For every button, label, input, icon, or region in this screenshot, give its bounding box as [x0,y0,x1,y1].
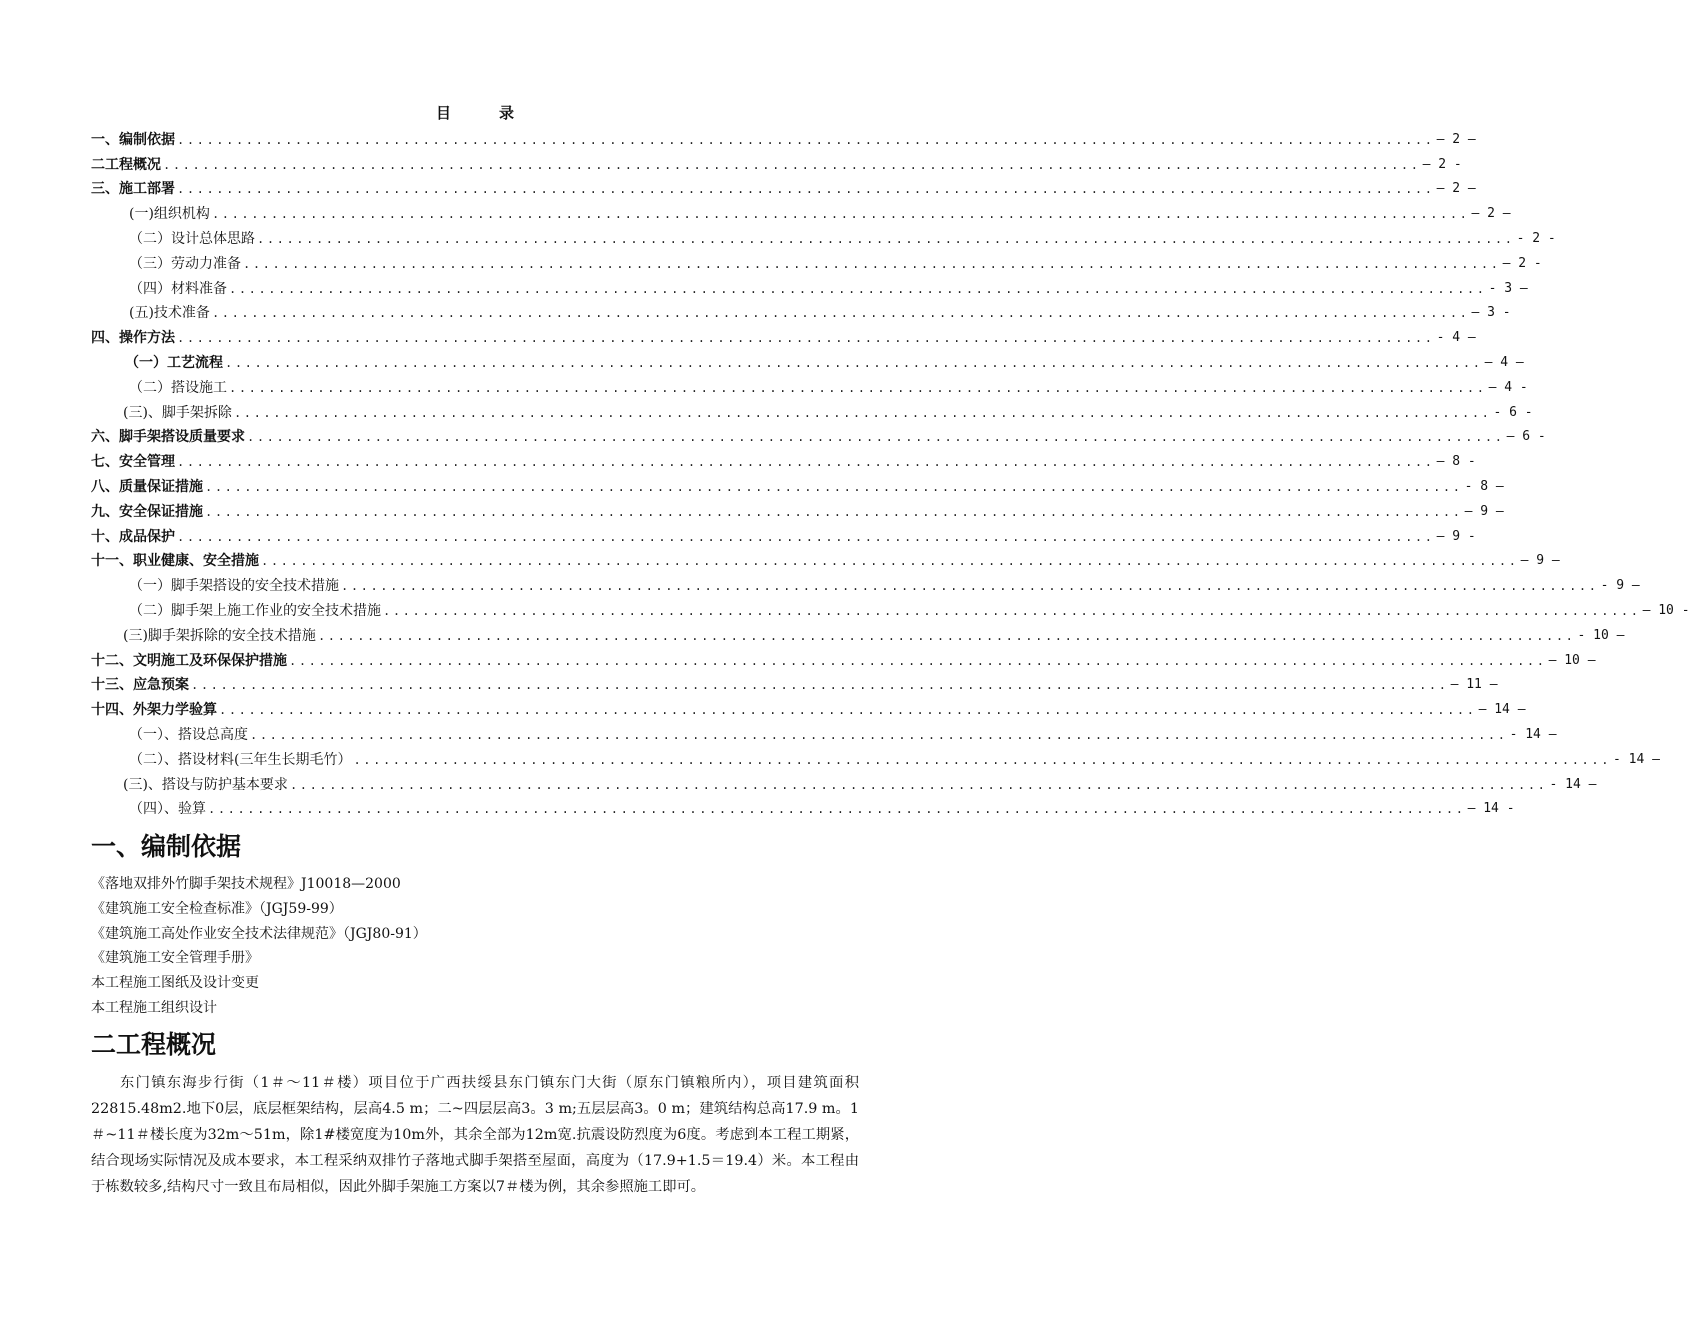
toc-entry[interactable] [91,298,1511,323]
toc-entry-label: 七、安全管理 [91,454,175,471]
toc-leader: ................................................................................................................................ [177,331,1435,346]
toc-entry-page: - 6 - [1493,404,1533,420]
toc-entry[interactable] [91,744,1660,769]
toc-entry[interactable] [91,670,1498,695]
toc-entry-label: (三)脚手架拆除的安全技术措施 [123,627,316,644]
overview-paragraph: 东门镇东海步行街（1＃～11＃楼）项目位于广西扶绥县东门镇东门大街（原东门镇粮所内），项目建筑面积22815.48m2.地下0层，底层框架结构，层高4.5 m；二~四层层高3。3 m;五层层高3。0 m；建筑结构总高17.9 m。1＃~11＃楼长度为32m～51m，除1#楼宽度为10m外，其余全部为12m宽.抗震设防烈度为6度。考虑到本工程工期紧，结合现场实际情况及成本要求，本工程采纳双排竹子落地式脚手架搭至屋面，高度为（17.9+1.5＝19.4）米。本工程由于栋数较多,结构尺寸一致且布局相似，因此外脚手架施工方案以7＃楼为例，其余参照施工即可。 [91,1075,859,1195]
toc-entry[interactable] [91,570,1640,595]
toc-entry-page: — 2 - [1502,255,1542,271]
toc-title [0,102,950,123]
toc-entry-page: - 14 — [1613,751,1660,767]
toc-entry-label: （二）、搭设材料(三年生长期毛竹） [129,751,352,768]
toc-leader: ................................................................................................................................ [211,207,1470,222]
toc-entry-label: （二）搭设施工 [129,379,227,396]
toc-entry-label: 十四、外架力学验算 [91,702,217,719]
toc-entry[interactable] [91,397,1533,422]
toc-entry-label: 二工程概况 [91,156,161,173]
toc-entry-page: - 9 — [1600,578,1640,594]
toc-entry-page: - 10 — [1577,627,1625,643]
basis-item: 《建筑施工安全管理手册》 [91,950,259,967]
toc-entry-page: — 3 - [1471,305,1511,321]
toc-leader: ................................................................................................................................ [257,231,1515,246]
toc-entry-label: (三)、搭设与防护基本要求 [123,776,288,793]
toc-entry[interactable] [91,694,1526,719]
toc-leader: ................................................................................................................................ [229,281,1487,296]
toc-leader: ................................................................................................................................ [205,479,1463,494]
toc-entry-page: — 14 - [1467,801,1515,817]
toc-leader: ................................................................................................................................ [177,132,1435,147]
toc-leader: ................................................................................................................................ [353,752,1612,767]
toc-title-char-1: 目 [435,104,451,122]
toc-entry-page: — 2 — [1436,131,1476,147]
toc-entry-label: （一）脚手架搭设的安全技术措施 [129,578,339,595]
toc-leader: ................................................................................................................................ [289,653,1547,668]
toc-entry-page: — 9 — [1464,503,1504,519]
toc-leader: ................................................................................................................................ [208,802,1466,817]
toc-entry-page: — 9 — [1520,553,1560,569]
toc-entry[interactable] [91,794,1515,819]
toc-entry-page: — 2 - [1422,156,1462,172]
toc-leader: ................................................................................................................................ [383,603,1641,618]
toc-entry-label: 六、脚手架搭设质量要求 [91,429,245,446]
toc-leader: ................................................................................................................................ [177,455,1435,470]
toc-entry[interactable] [91,124,1476,149]
toc-entry-page: - 8 — [1464,478,1504,494]
toc-entry-label: 八、质量保证措施 [91,478,203,495]
toc-entry-label: 九、安全保证措施 [91,503,203,520]
toc-entry-page: — 4 - [1488,379,1528,395]
toc-leader: ................................................................................................................................ [261,554,1519,569]
toc-entry-label: （一）工艺流程 [125,354,223,371]
toc-entry[interactable] [91,273,1528,298]
toc-entry[interactable] [91,496,1504,521]
toc-leader: ................................................................................................................................ [163,157,1421,172]
toc-entry[interactable] [91,446,1476,471]
toc-entry-label: （一）、搭设总高度 [129,726,248,743]
toc-entry-label: （三）劳动力准备 [129,255,241,272]
toc-entry-label: 十三、应急预案 [91,677,189,694]
toc-entry[interactable] [91,719,1557,744]
toc-entry[interactable] [91,471,1504,496]
toc-entry-page: - 14 — [1509,726,1557,742]
toc-entry-page: — 4 — [1484,354,1524,370]
toc-entry[interactable] [91,248,1542,273]
toc-entry[interactable] [91,595,1690,620]
toc-entry-page: - 3 — [1488,280,1528,296]
toc-entry[interactable] [91,198,1511,223]
toc-entry-page: — 10 — [1548,652,1596,668]
table-of-contents [91,124,1690,818]
toc-entry[interactable] [91,645,1596,670]
toc-leader: ................................................................................................................................ [233,405,1492,420]
toc-entry-label: (五)技术准备 [129,305,210,322]
basis-item: 本工程施工组织设计 [91,999,217,1016]
toc-entry-page: - 4 — [1436,330,1476,346]
toc-entry[interactable] [91,521,1476,546]
toc-entry[interactable] [91,347,1524,372]
toc-entry-page: — 10 - [1642,602,1690,618]
toc-entry-label: （四）、验算 [129,801,206,818]
basis-item: 《建筑施工安全检查标准》（JGJ59-99） [91,900,343,917]
toc-entry-label: 十、成品保护 [91,528,175,545]
toc-leader: ................................................................................................................................ [250,727,1508,742]
toc-entry-page: — 14 — [1478,702,1526,718]
toc-entry-label: 十一、职业健康、安全措施 [91,553,259,570]
toc-entry[interactable] [91,769,1597,794]
toc-entry-label: 十二、文明施工及环保保护措施 [91,652,287,669]
toc-leader: ................................................................................................................................ [317,628,1576,643]
toc-leader: ................................................................................................................................ [289,777,1548,792]
toc-entry-page: - 2 - [1516,230,1556,246]
toc-entry-page: — 6 - [1506,429,1546,445]
toc-entry-page: — 9 - [1436,528,1476,544]
toc-entry-label: （二）脚手架上施工作业的安全技术措施 [129,602,381,619]
section-heading-basis: 一、编制依据 [91,832,242,861]
toc-entry-label: 一、编制依据 [91,131,175,148]
toc-leader: ................................................................................................................................ [191,678,1449,693]
toc-entry[interactable] [91,174,1476,199]
toc-leader: ................................................................................................................................ [211,306,1470,321]
toc-entry-label: (一)组织机构 [129,206,210,223]
basis-item: 《落地双排外竹脚手架技术规程》J10018—2000 [91,876,401,892]
toc-leader: ................................................................................................................................ [229,380,1487,395]
toc-entry-label: （四）材料准备 [129,280,227,297]
toc-entry[interactable] [91,322,1476,347]
basis-item: 《建筑施工高处作业安全技术法律规范》（JGJ80-91） [91,925,427,942]
toc-entry-label: （二）设计总体思路 [129,230,255,247]
toc-entry-label: (三)、脚手架拆除 [123,404,232,421]
toc-leader: ................................................................................................................................ [177,182,1435,197]
toc-leader: ................................................................................................................................ [243,256,1501,271]
toc-title-char-2: 录 [499,104,515,122]
toc-entry-page: — 2 — [1436,181,1476,197]
toc-entry-page: — 8 - [1436,454,1476,470]
toc-entry[interactable] [91,149,1462,174]
toc-entry[interactable] [91,546,1560,571]
section-heading-overview: 二工程概况 [91,1030,217,1059]
toc-leader: ................................................................................................................................ [219,703,1477,718]
toc-entry[interactable] [91,223,1556,248]
toc-entry[interactable] [91,620,1625,645]
toc-leader: ................................................................................................................................ [247,430,1505,445]
toc-entry[interactable] [91,372,1528,397]
toc-leader: ................................................................................................................................ [177,529,1435,544]
basis-item: 本工程施工图纸及设计变更 [91,975,259,992]
toc-entry-page: — 2 — [1471,206,1511,222]
toc-entry-label: 三、施工部署 [91,181,175,198]
basis-list [91,872,871,1021]
toc-entry-label: 四、操作方法 [91,330,175,347]
toc-entry[interactable] [91,422,1546,447]
toc-entry-page: - 14 — [1549,776,1597,792]
toc-entry-page: — 11 — [1450,677,1498,693]
toc-leader: ................................................................................................................................ [225,355,1483,370]
toc-leader: ................................................................................................................................ [341,579,1599,594]
toc-leader: ................................................................................................................................ [205,504,1463,519]
